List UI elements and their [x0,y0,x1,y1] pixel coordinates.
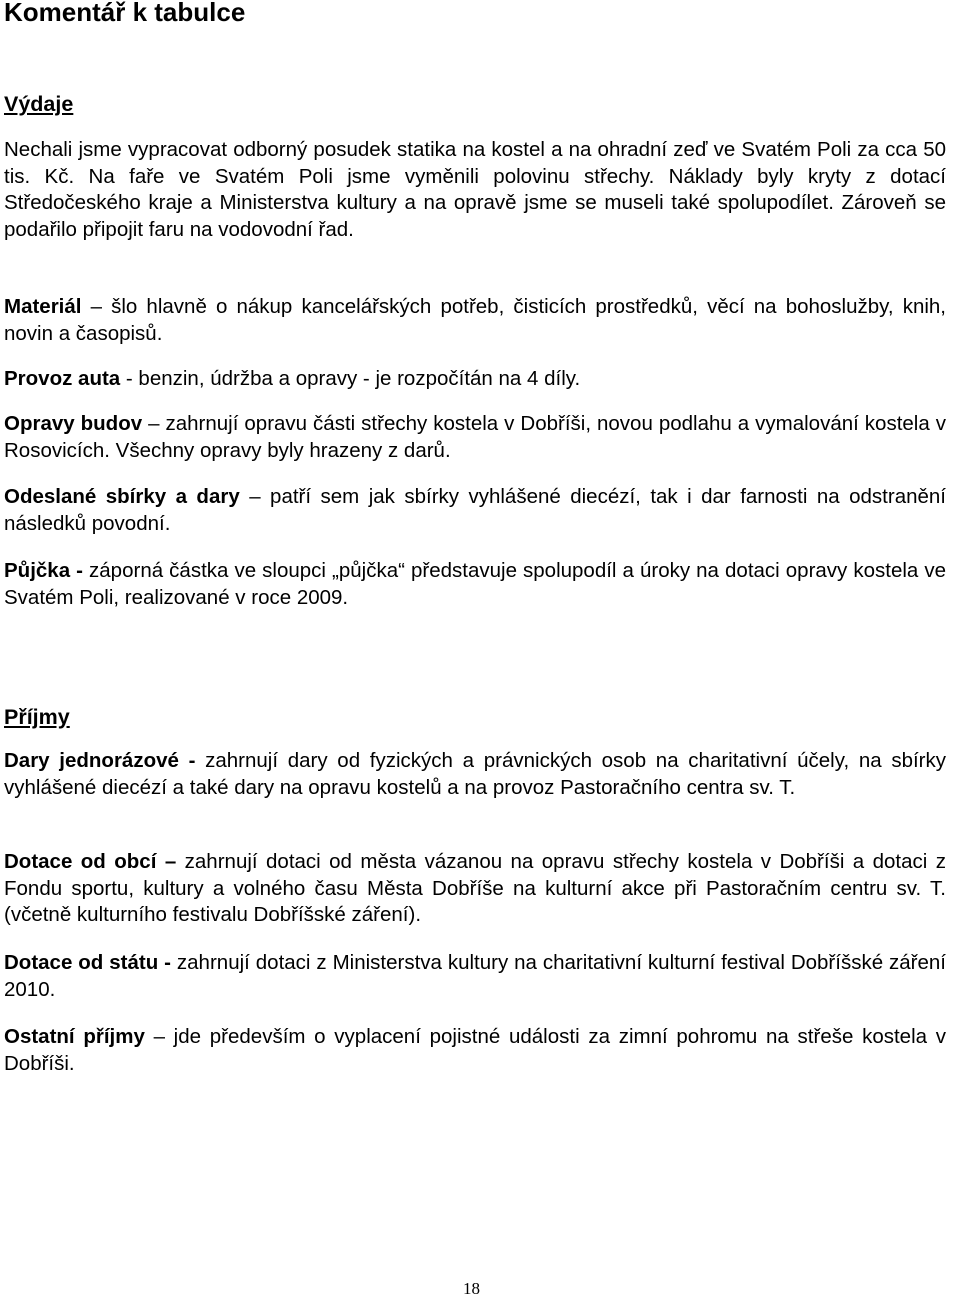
expense-term: Půjčka - [4,559,83,582]
expense-description: – patří sem jak sbírky vyhlášené diecézí, tak i dar farnosti na odstranění následků povodní. [4,485,946,535]
expense-term: Odeslané sbírky a dary [4,485,240,508]
page-title: Komentář k tabulce [4,0,246,27]
expense-description: záporná částka ve sloupci „půjčka“ představuje spolupodíl a úroky na dotaci opravy kostela ve Svatém Poli, realizované v roce 2009. [4,559,946,609]
expense-item-loan [4,558,946,611]
income-item-state-grants [4,950,946,1003]
income-description: zahrnují dotaci z Ministerstva kultury na charitativní kulturní festival Dobříšské záření 2010. [4,951,946,1001]
income-term: Dary jednorázové - [4,749,196,772]
income-item-municipal-grants [4,849,946,929]
expenses-intro-paragraph: Nechali jsme vypracovat odborný posudek statika na kostel a na ohradní zeď ve Svatém Poli za cca 50 tis. Kč. Na faře ve Svatém Poli jsme vyměnili polovinu střechy. Náklady byly kryty z dotací Středočeského kraje a Ministerstva kultury a na opravě jsme se museli také spolupodílet. Zároveň se podařilo připojit faru na vodovodní řad. [4,138,946,241]
expense-term: Materiál [4,295,82,318]
expense-item-car [4,366,946,393]
income-description: – jde především o vyplacení pojistné události za zimní pohromu na střeše kostela v Dobříši. [4,1025,946,1075]
page-number: 18 [463,1279,480,1298]
income-item-other [4,1024,946,1077]
expense-item-material [4,294,946,347]
expense-description: – šlo hlavně o nákup kancelářských potřeb, čisticích prostředků, věcí na bohoslužby, knih, novin a časopisů. [4,295,946,345]
income-item-one-time-gifts [4,748,946,801]
expense-term: Provoz auta [4,367,121,390]
expense-term: Opravy budov [4,412,143,435]
income-term: Ostatní příjmy [4,1025,145,1048]
expense-item-collections [4,484,946,537]
section-heading-expenses: Výdaje [4,92,74,116]
income-term: Dotace od obcí – [4,850,177,873]
income-description: zahrnují dary od fyzických a právnických osob na charitativní účely, na sbírky vyhlášené diecézí a také dary na opravu kostelů a na provoz Pastoračního centra sv. T. [4,749,947,799]
expense-description: - benzin, údržba a opravy - je rozpočítán na 4 díly. [120,367,581,390]
income-term: Dotace od státu - [4,951,171,974]
section-heading-income: Příjmy [4,705,70,729]
expense-description: – zahrnují opravu části střechy kostela v Dobříši, novou podlahu a vymalování kostela v Rosovicích. Všechny opravy byly hrazeny z darů. [4,412,946,462]
expense-item-repairs [4,411,946,464]
income-description: zahrnují dotaci od města vázanou na opravu střechy kostela v Dobříši a dotaci z Fondu sportu, kultury a volného času Města Dobříše na kulturní akce při Pastoračním centru sv. T. (včetně kulturního festivalu Dobříšské záření). [4,850,947,926]
